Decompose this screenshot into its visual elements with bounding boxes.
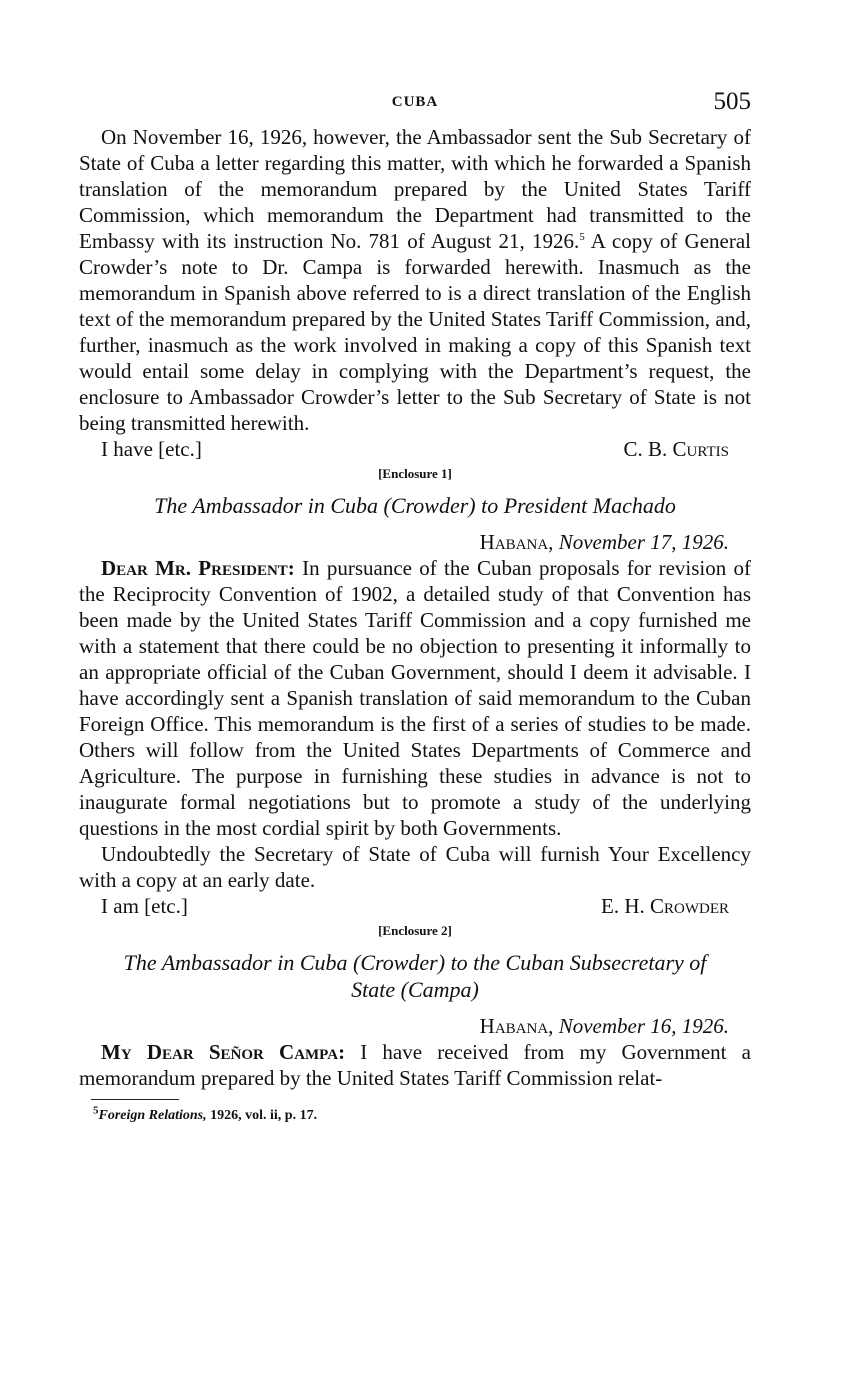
enclosure-2-body-1: I have received from my Government a memorandum prepared by the United States Tariff Commission relat-	[79, 1040, 751, 1090]
enclosure-2-place: Habana,	[479, 1014, 554, 1038]
footnote-citation: 1926, vol. ii, p. 17.	[206, 1108, 318, 1123]
enclosure-1-dateline	[79, 529, 751, 555]
footnote-divider	[91, 1099, 179, 1100]
enclosure-1-paragraph-1	[79, 555, 751, 841]
footnote-source: Foreign Relations,	[98, 1108, 207, 1123]
enclosure-1-closing: I am [etc.]	[101, 894, 188, 918]
enclosure-2-title: The Ambassador in Cuba (Crowder) to the Cuban Subsecretary of State (Campa)	[123, 950, 707, 1002]
footnote-reference: 5	[579, 231, 585, 243]
intro-text-part1: On November 16, 1926, however, the Ambassador sent the Sub Secretary of State of Cuba a letter regarding this matter, with which he forwarded a Spanish translation of the memorandum prepared by the United States Tariff Commission, which memorandum the Department had transmitted to the Embassy with its instruction No. 781 of August 21, 1926.	[79, 125, 751, 253]
document-page	[79, 88, 751, 1126]
enclosure-1-label: [Enclosure 1]	[378, 466, 452, 481]
running-head	[79, 88, 751, 124]
enclosure-1-salutation: Dear Mr. President:	[101, 556, 295, 580]
enclosure-1-title: The Ambassador in Cuba (Crowder) to President Machado	[154, 493, 676, 518]
intro-closing: I have [etc.]	[101, 437, 202, 461]
intro-signature: C. B. Curtis	[623, 437, 729, 461]
enclosure-1-date: November 17, 1926.	[558, 530, 729, 554]
enclosure-1-signature-line	[79, 893, 751, 919]
enclosure-2-date: November 16, 1926.	[558, 1014, 729, 1038]
enclosure-2-dateline	[79, 1013, 751, 1039]
intro-signature-line	[79, 436, 751, 462]
enclosure-1-body-1: In pursuance of the Cuban proposals for revision of the Reciprocity Convention of 1902, a detailed study of that Convention has been made by the United States Tariff Commission and a copy furnished me with a statement that there could be no objection to presenting it informally to an appropriate official of the Cuban Government, should I deem it advisable. I have accordingly sent a Spanish translation of said memorandum to the Cuban Foreign Office. This memorandum is the first of a series of studies to be made. Others will follow from the United States Departments of Commerce and Agriculture. The purpose in furnishing these studies in advance is not to inaugurate formal negotiations but to promote a study of the underlying questions in the most cordial spirit by both Governments.	[79, 556, 751, 840]
footnote	[79, 1106, 751, 1126]
enclosure-1-place: Habana,	[479, 530, 554, 554]
enclosure-2-paragraph-1	[79, 1039, 751, 1091]
enclosure-1-signature: E. H. Crowder	[601, 894, 729, 918]
intro-text-part2: A copy of General Crowder’s note to Dr. Campa is forwarded herewith. Inasmuch as the memorandum in Spanish above referred to is a direct translation of the English text of the memorandum prepared by the United States Tariff Commission, and, further, inasmuch as the work involved in making a copy of this Spanish text would entail some delay in complying with the Department’s request, the enclosure to Ambassador Crowder’s letter to the Sub Secretary of State is not being transmitted herewith.	[79, 229, 752, 435]
footnote-marker: 5	[93, 1104, 99, 1117]
enclosure-2-label: [Enclosure 2]	[378, 923, 452, 938]
enclosure-1-paragraph-2: Undoubtedly the Secretary of State of Cuba will furnish Your Excellency with a copy at an early date.	[79, 842, 751, 892]
page-number: 505	[713, 88, 751, 115]
running-title: CUBA	[391, 94, 439, 110]
intro-paragraph	[79, 124, 751, 436]
enclosure-2-salutation: My Dear Señor Campa:	[101, 1040, 346, 1064]
